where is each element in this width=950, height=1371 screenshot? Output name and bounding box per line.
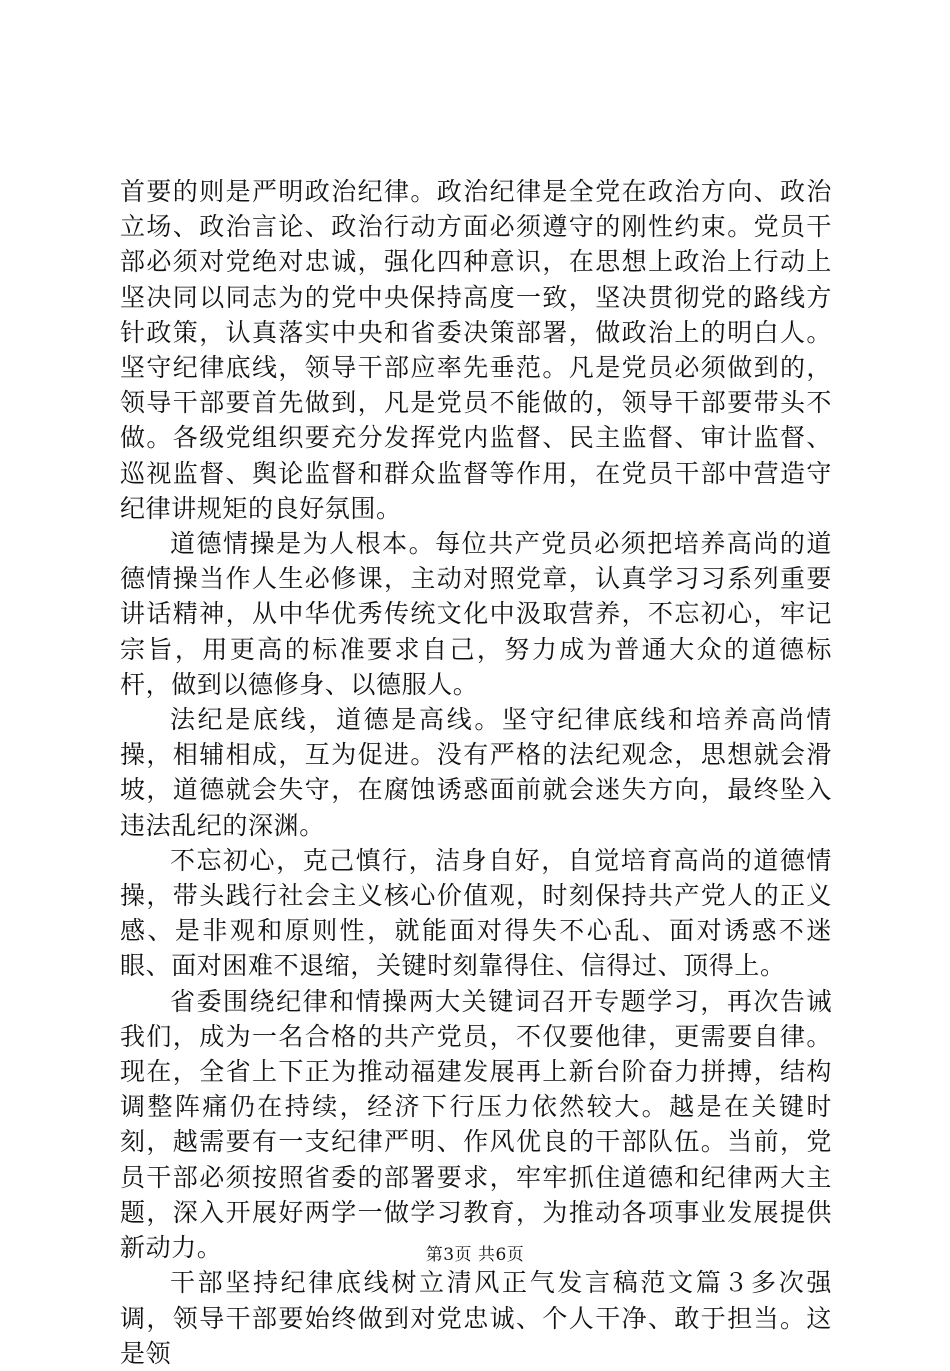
- paragraph-4: 不忘初心，克己慎行，洁身自好，自觉培育高尚的道德情操，带头践行社会主义核心价值观，时刻保持共产党人的正义感、是非观和原则性，就能面对得失不心乱、面对诱惑不迷眼、面对困难不退缩，关键时刻靠得住、信得过、顶得上。: [120, 845, 832, 981]
- paragraph-1: 首要的则是严明政治纪律。政治纪律是全党在政治方向、政治立场、政治言论、政治行动方面必须遵守的刚性约束。党员干部必须对党绝对忠诚，强化四种意识，在思想上政治上行动上坚决同以同志为的党中央保持高度一致，坚决贯彻党的路线方针政策，认真落实中央和省委决策部署，做政治上的明白人。坚守纪律底线，领导干部应率先垂范。凡是党员必须做到的，领导干部要首先做到，凡是党员不能做的，领导干部要带头不做。各级党组织要充分发挥党内监督、民主监督、审计监督、巡视监督、舆论监督和群众监督等作用，在党员干部中营造守纪律讲规矩的良好氛围。: [120, 177, 832, 523]
- paragraph-3: 法纪是底线，道德是高线。坚守纪律底线和培养高尚情操，相辅相成，互为促进。没有严格的法纪观念，思想就会滑坡，道德就会失守，在腐蚀诱惑面前就会迷失方向，最终坠入违法乱纪的深渊。: [120, 705, 832, 840]
- paragraph-2: 道德情操是为人根本。每位共产党员必须把培养高尚的道德情操当作人生必修课，主动对照党章，认真学习习系列重要讲话精神，从中华优秀传统文化中汲取营养，不忘初心，牢记宗旨，用更高的标准要求自己，努力成为普通大众的道德标杆，做到以德修身、以德服人。: [120, 529, 832, 699]
- page-number-footer: 第3页 共6页: [425, 1245, 525, 1265]
- document-body: [120, 174, 832, 1371]
- paragraph-5: 省委围绕纪律和情操两大关键词召开专题学习，再次告诫我们，成为一名合格的共产党员，不仅要他律，更需要自律。现在，全省上下正为推动福建发展再上新台阶奋力拼搏，结构调整阵痛仍在持续，经济下行压力依然较大。越是在关键时刻，越需要有一支纪律严明、作风优良的干部队伍。当前，党员干部必须按照省委的部署要求，牢牢抓住道德和纪律两大主题，深入开展好两学一做学习教育，为推动各项事业发展提供新动力。: [120, 986, 832, 1263]
- paragraph-6: 干部坚持纪律底线树立清风正气发言稿范文篇３多次强调，领导干部要始终做到对党忠诚、个人干净、敢于担当。这是领: [120, 1268, 832, 1368]
